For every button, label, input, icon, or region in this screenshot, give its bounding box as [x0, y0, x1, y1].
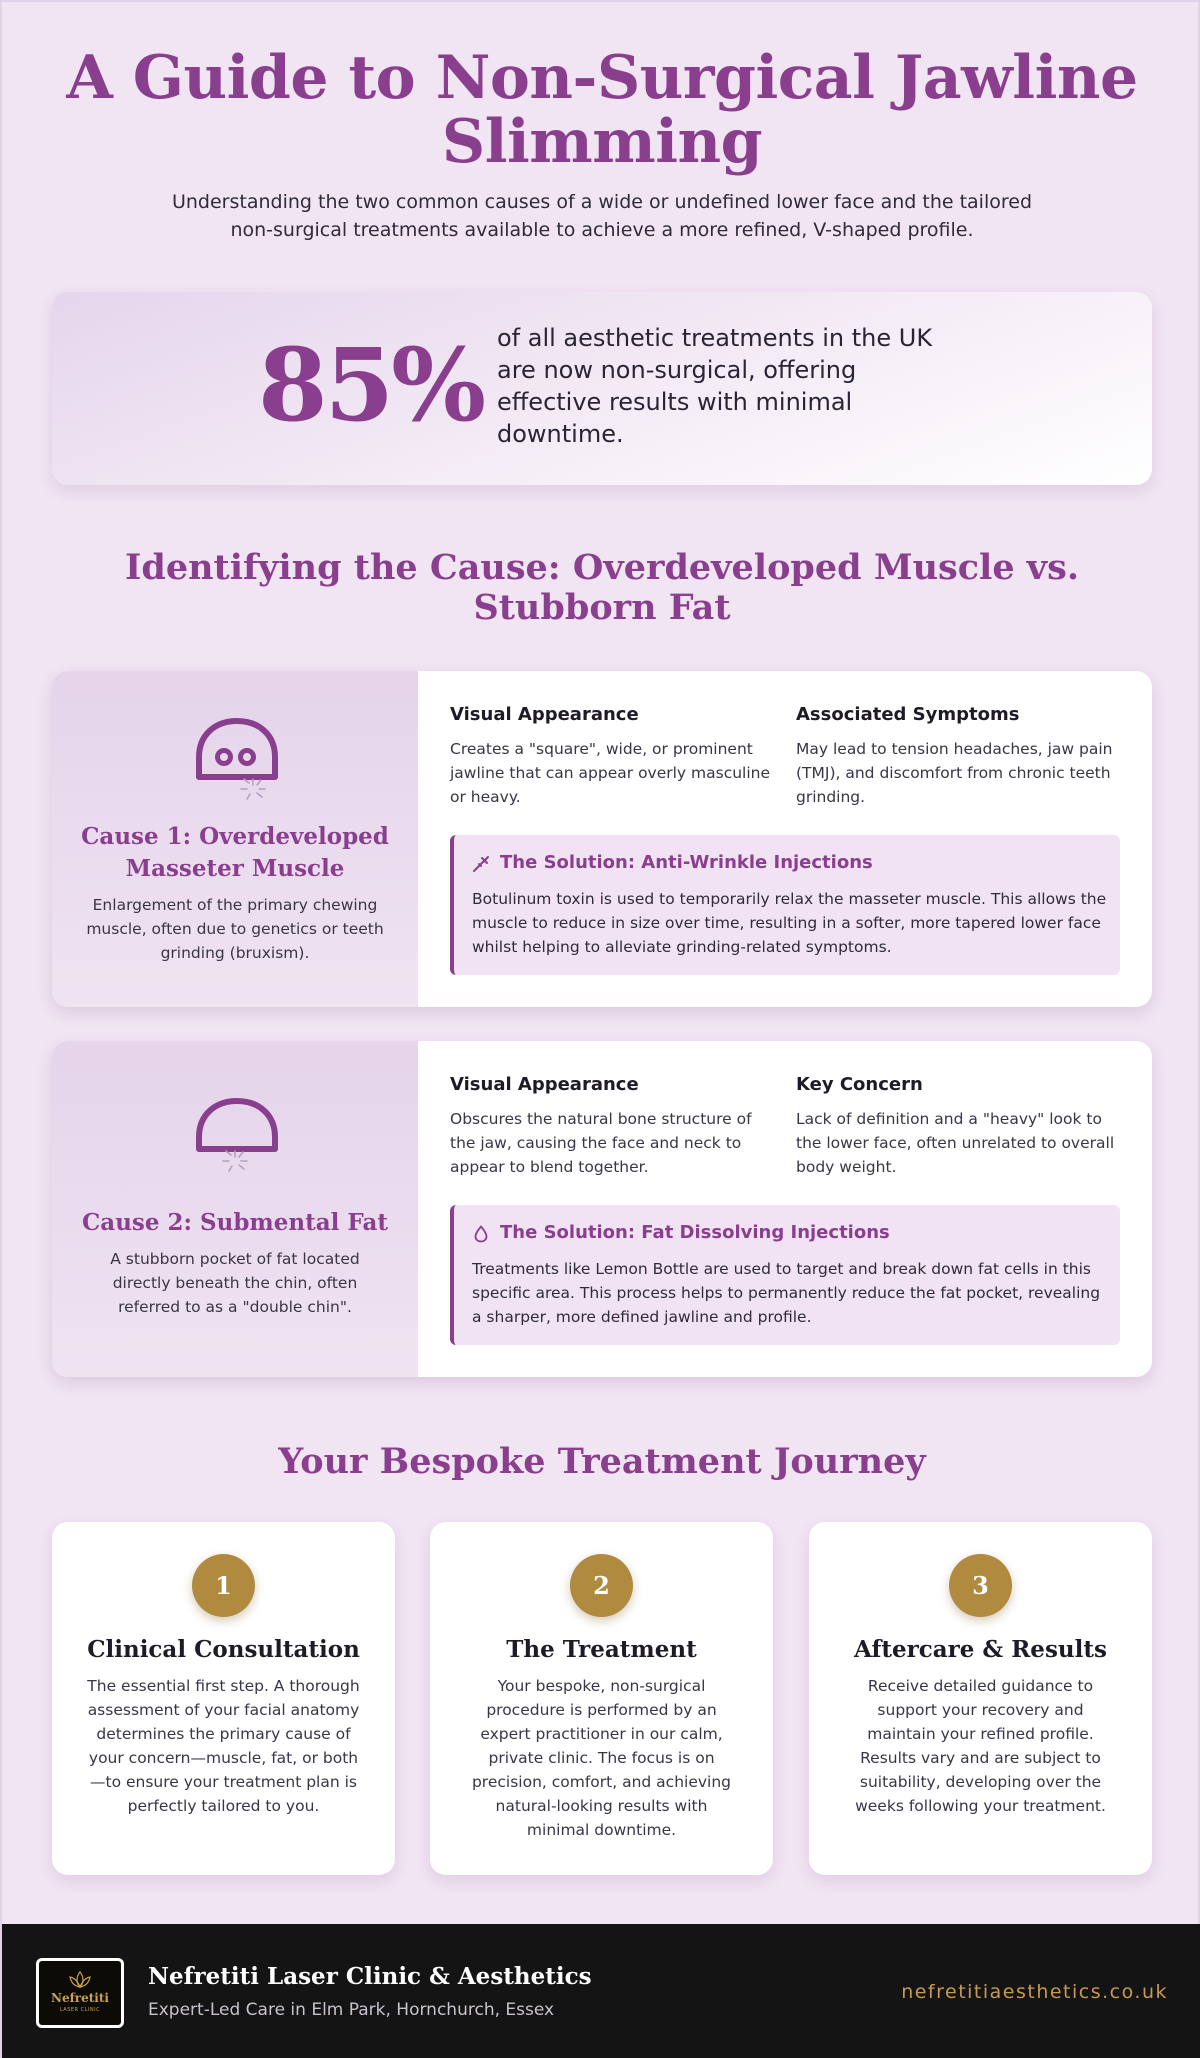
step-number-badge: 1	[192, 1554, 255, 1617]
associated-symptoms-text: May lead to tension headaches, jaw pain (TMJ), and discomfort from chronic teeth grinding.	[796, 740, 1113, 806]
stat-text: of all aesthetic treatments in the UK are now non-surgical, offering effective results with minimal downtime.	[497, 324, 933, 448]
logo-subtext: LASER CLINIC	[59, 2007, 101, 2013]
footer	[2, 1924, 1200, 2058]
visual-appearance-heading: Visual Appearance	[450, 704, 639, 725]
visual-appearance-heading: Visual Appearance	[450, 1074, 639, 1095]
syringe-icon	[472, 855, 490, 873]
stat-number: 85%	[258, 326, 484, 444]
step-title: Clinical Consultation	[87, 1636, 360, 1663]
solution-box	[450, 835, 1120, 975]
step-description: The essential first step. A thorough assessment of your facial anatomy determines the primary cause of your concern—muscle, fat, or both—to ensure your treatment plan is perfectly tailored to you.	[87, 1677, 360, 1815]
page-subtitle: Understanding the two common causes of a wide or undefined lower face and the tailored non-surgical treatments available to achieve a more refined, V-shaped profile.	[171, 191, 1033, 241]
solution-title: The Solution: Anti-Wrinkle Injections	[500, 852, 873, 873]
clinic-name: Nefretiti Laser Clinic & Aesthetics	[148, 1963, 592, 1990]
droplet-icon	[472, 1225, 490, 1243]
key-concern-text: Lack of definition and a "heavy" look to the lower face, often unrelated to overall body weight.	[796, 1110, 1115, 1176]
associated-symptoms-heading: Associated Symptoms	[796, 704, 1020, 725]
cause-summary-panel	[52, 1041, 418, 1377]
step-number-badge: 2	[570, 1554, 633, 1617]
website-link[interactable]: nefretitiaesthetics.co.uk	[901, 1981, 1168, 2003]
cause-title: Cause 2: Submental Fat	[82, 1209, 388, 1236]
visual-appearance-text: Obscures the natural bone structure of the jaw, causing the face and neck to appear to blend together.	[450, 1110, 752, 1176]
cause-title: Cause 1: Overdeveloped Masseter Muscle	[81, 823, 389, 882]
step-description: Your bespoke, non-surgical procedure is performed by an expert practitioner in our calm, private clinic. The focus is on precision, comfort, and achieving natural-looking results with minimal downtime.	[471, 1677, 732, 1839]
journey-section-title: Your Bespoke Treatment Journey	[278, 1441, 926, 1482]
jaw-muscle-icon	[187, 711, 287, 801]
visual-appearance-text: Creates a "square", wide, or prominent jawline that can appear overly masculine or heavy.	[450, 740, 771, 806]
step-title: Aftercare & Results	[854, 1636, 1107, 1663]
solution-text: Botulinum toxin is used to temporarily relax the masseter muscle. This allows the muscle to reduce in size over time, resulting in a softer, more tapered lower face whilst helping to alleviate grinding-related symptoms.	[472, 890, 1107, 956]
step-title: The Treatment	[506, 1636, 697, 1663]
page-title: A Guide to Non-Surgical Jawline Slimming	[66, 43, 1138, 177]
cause-description: Enlargement of the primary chewing muscle, often due to genetics or teeth grinding (bruxism).	[86, 896, 384, 962]
clinic-tagline: Expert-Led Care in Elm Park, Hornchurch, Essex	[148, 2000, 555, 2020]
solution-title: The Solution: Fat Dissolving Injections	[500, 1222, 890, 1243]
solution-box	[450, 1205, 1120, 1345]
clinic-logo	[36, 1958, 124, 2028]
causes-section-title: Identifying the Cause: Overdeveloped Muscle vs. Stubborn Fat	[124, 547, 1080, 628]
step-card-consultation	[52, 1522, 395, 1875]
step-description: Receive detailed guidance to support your recovery and maintain your refined profile. Results vary and are subject to suitability, developing over the weeks following your treatment.	[855, 1677, 1106, 1815]
cause-summary-panel	[52, 671, 418, 1007]
logo-wordmark: Nefretiti	[51, 1991, 109, 2005]
solution-text: Treatments like Lemon Bottle are used to target and break down fat cells in this specific area. This process helps to permanently reduce the fat pocket, revealing a sharper, more defined jawline and profile.	[472, 1260, 1101, 1326]
lotus-icon	[67, 1969, 93, 1989]
cause-description: A stubborn pocket of fat located directly beneath the chin, often referred to as a "double chin".	[110, 1250, 360, 1316]
key-concern-heading: Key Concern	[796, 1074, 923, 1095]
cause-card-masseter	[52, 671, 1152, 1007]
step-card-treatment	[430, 1522, 773, 1875]
step-number-badge: 3	[949, 1554, 1012, 1617]
double-chin-icon	[187, 1091, 287, 1181]
cause-card-submental-fat	[52, 1041, 1152, 1377]
step-card-aftercare	[809, 1522, 1152, 1875]
stat-card	[52, 292, 1152, 485]
